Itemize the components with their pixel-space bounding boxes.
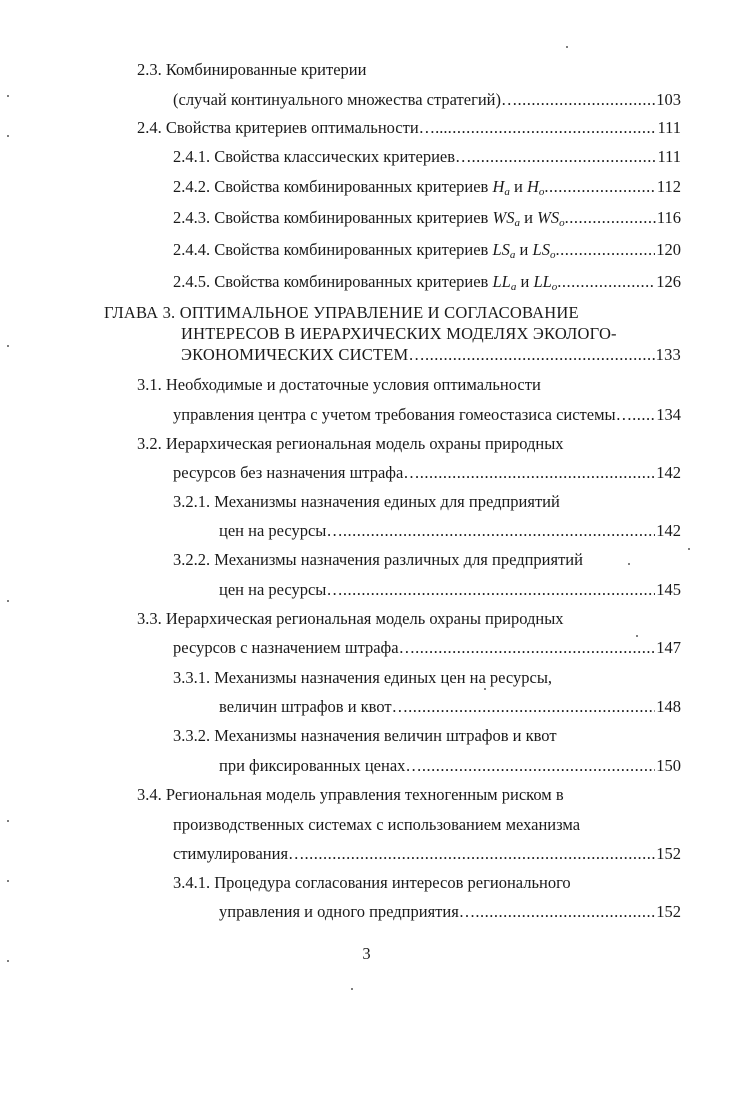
criterion-symbol (533, 272, 557, 291)
criterion-symbol (492, 177, 509, 196)
toc-leader (343, 580, 655, 600)
toc-entry-3-3-title (137, 609, 564, 629)
scan-speck (7, 820, 9, 822)
criterion-subscript: o (549, 249, 556, 261)
criterion-letter: H (492, 177, 505, 196)
toc-title (173, 177, 544, 197)
criterion-letter: LS (492, 240, 510, 259)
toc-title: 3.3. Иерархическая региональная модель охраны природных (137, 609, 564, 628)
toc-entry-3-2-2-title (173, 550, 583, 570)
toc-entry-3-2-2[interactable] (219, 580, 681, 600)
toc-entry-2-4-1[interactable] (173, 147, 681, 167)
toc-page: 111 (657, 118, 681, 137)
criterion-subscript: o (538, 186, 545, 198)
toc-page: 150 (656, 756, 681, 775)
toc-chapter-3-line2 (181, 324, 617, 344)
toc-title: стимулирования… (173, 844, 305, 863)
toc-title: 3.2.1. Механизмы назначения единых для предприятий (173, 492, 560, 511)
toc-leader (557, 272, 655, 292)
conjunction: и (514, 177, 523, 196)
toc-title-text: 2.4.5. Свойства комбинированных критериев (173, 272, 489, 291)
criterion-letter: WS (492, 208, 515, 227)
toc-title: 3.4.1. Процедура согласования интересов регионального (173, 873, 571, 892)
toc-title: ресурсов без назначения штрафа… (173, 463, 420, 482)
toc-page: 116 (656, 208, 681, 227)
toc-chapter-3-line1 (104, 303, 579, 323)
criterion-symbol (533, 240, 556, 259)
toc-entry-3-1-title (137, 375, 541, 395)
toc-leader (555, 240, 655, 260)
toc-title-text: 2.4.3. Свойства комбинированных критериев (173, 208, 489, 227)
toc-leader (632, 405, 655, 425)
scan-speck (636, 635, 638, 637)
scan-speck (7, 880, 9, 882)
toc-entry-chapter-3[interactable] (181, 345, 681, 365)
toc-title: 3.3.1. Механизмы назначения единых цен на ресурсы, (173, 668, 553, 687)
toc-entry-2-4-4[interactable] (173, 240, 681, 260)
scan-speck (7, 600, 9, 602)
toc-title: при фиксированных ценах… (219, 756, 422, 775)
toc-title (173, 240, 555, 260)
toc-entry-3-1[interactable] (173, 405, 681, 425)
toc-page: 112 (656, 177, 681, 196)
toc-entry-3-3-2[interactable] (219, 756, 681, 776)
toc-entry-3-4-1[interactable] (219, 902, 681, 922)
criterion-symbol (492, 208, 520, 227)
scan-speck (351, 988, 353, 990)
toc-entry-2-4-2[interactable] (173, 177, 681, 197)
toc-page: 103 (656, 90, 681, 109)
toc-entry-3-3[interactable] (173, 638, 681, 658)
criterion-symbol (537, 208, 565, 227)
toc-entry-3-4-title-2 (173, 815, 580, 835)
toc-page: 152 (656, 844, 681, 863)
toc-title: 3.4. Региональная модель управления техногенным риском в (137, 785, 564, 804)
toc-title: цен на ресурсы… (219, 580, 343, 599)
toc-title-text: 2.4.4. Свойства комбинированных критериев (173, 240, 489, 259)
page-number: 3 (362, 944, 371, 963)
toc-page: 148 (656, 697, 681, 716)
toc-entry-2-3-title (137, 60, 366, 80)
toc-leader (475, 902, 655, 922)
toc-entry-3-2-1-title (173, 492, 560, 512)
toc-title (173, 208, 565, 228)
criterion-subscript: o (559, 217, 565, 229)
toc-page: 147 (656, 638, 681, 657)
conjunction: и (524, 208, 533, 227)
toc-entry-2-3[interactable] (173, 90, 681, 110)
toc-entry-2-4[interactable] (137, 118, 681, 138)
scan-speck (628, 563, 630, 565)
criterion-subscript: a (504, 186, 510, 198)
toc-title: 3.2.2. Механизмы назначения различных для предприятий (173, 550, 583, 569)
criterion-letter: LL (492, 272, 511, 291)
toc-page: 134 (656, 405, 681, 424)
chapter-title: ЭКОНОМИЧЕСКИХ СИСТЕМ… (181, 345, 426, 364)
toc-title: (случай континуального множества стратегий)… (173, 90, 518, 109)
toc-leader (420, 463, 655, 483)
toc-page: 126 (656, 272, 681, 291)
toc-page: 133 (655, 345, 681, 364)
toc-title: управления центра с учетом требования гомеостазиса системы… (173, 405, 633, 424)
criterion-subscript: a (514, 217, 520, 229)
toc-entry-3-2[interactable] (173, 463, 681, 483)
toc-entry-3-2-1[interactable] (219, 521, 681, 541)
toc-title: величин штрафов и квот… (219, 697, 409, 716)
toc-title: 3.2. Иерархическая региональная модель охраны природных (137, 434, 564, 453)
toc-title: 2.3. Комбинированные критерии (137, 60, 367, 79)
toc-entry-3-4[interactable] (173, 844, 681, 864)
toc-title: ресурсов с назначением штрафа… (173, 638, 416, 657)
chapter-title: ГЛАВА 3. ОПТИМАЛЬНОЕ УПРАВЛЕНИЕ И СОГЛАСОВАНИЕ (104, 303, 579, 322)
criterion-subscript: a (509, 249, 516, 261)
toc-leader (448, 118, 657, 138)
toc-entry-3-2-title (137, 434, 564, 454)
toc-entry-3-4-title (137, 785, 564, 805)
toc-title-text: 2.4.2. Свойства комбинированных критериев (173, 177, 489, 196)
scan-speck (7, 95, 9, 97)
toc-entry-3-3-1[interactable] (219, 697, 681, 717)
toc-leader (425, 345, 655, 365)
toc-leader (343, 521, 655, 541)
toc-leader (544, 177, 655, 197)
scan-speck (7, 960, 9, 962)
toc-title: 2.4. Свойства критериев оптимальности…... (137, 118, 448, 137)
toc-page: 142 (656, 521, 681, 540)
criterion-symbol (492, 272, 516, 291)
toc-entry-2-4-3[interactable] (173, 208, 681, 228)
chapter-title: ИНТЕРЕСОВ В ИЕРАРХИЧЕСКИХ МОДЕЛЯХ ЭКОЛОГО- (181, 324, 617, 343)
toc-page: 142 (656, 463, 681, 482)
criterion-letter: H (527, 177, 539, 196)
toc-leader (408, 697, 655, 717)
toc-title: управления и одного предприятия… (219, 902, 476, 921)
toc-entry-3-4-1-title (173, 873, 571, 893)
toc-title: производственных системах с использованием механизма (173, 815, 581, 834)
toc-leader (518, 90, 656, 110)
scan-speck (484, 688, 486, 690)
toc-leader (472, 147, 657, 167)
toc-leader (422, 756, 655, 776)
toc-leader (305, 844, 656, 864)
toc-page: 145 (656, 580, 681, 599)
toc-title: цен на ресурсы… (219, 521, 343, 540)
toc-title: 3.3.2. Механизмы назначения величин штрафов и квот (173, 726, 557, 745)
scan-speck (688, 548, 690, 550)
toc-page: 111 (657, 147, 681, 166)
toc-page: 120 (656, 240, 681, 259)
toc-entry-3-3-2-title (173, 726, 557, 746)
toc-entry-3-3-1-title (173, 668, 552, 688)
toc-leader (565, 208, 656, 228)
toc-title (173, 272, 557, 292)
scan-speck (7, 345, 9, 347)
toc-leader (415, 638, 655, 658)
criterion-symbol (527, 177, 544, 196)
toc-title: 2.4.1. Свойства классических критериев… (173, 147, 472, 166)
criterion-subscript: o (551, 281, 558, 293)
toc-page: 152 (656, 902, 681, 921)
scan-speck (7, 135, 9, 137)
criterion-symbol (492, 240, 515, 259)
criterion-letter: LL (533, 272, 552, 291)
toc-entry-2-4-5[interactable] (173, 272, 681, 292)
criterion-letter: WS (537, 208, 560, 227)
criterion-letter: LS (532, 240, 550, 259)
conjunction: и (520, 272, 530, 291)
criterion-subscript: a (510, 281, 517, 293)
conjunction: и (519, 240, 529, 259)
toc-title: 3.1. Необходимые и достаточные условия оптимальности (137, 375, 541, 394)
scan-speck (566, 46, 568, 48)
